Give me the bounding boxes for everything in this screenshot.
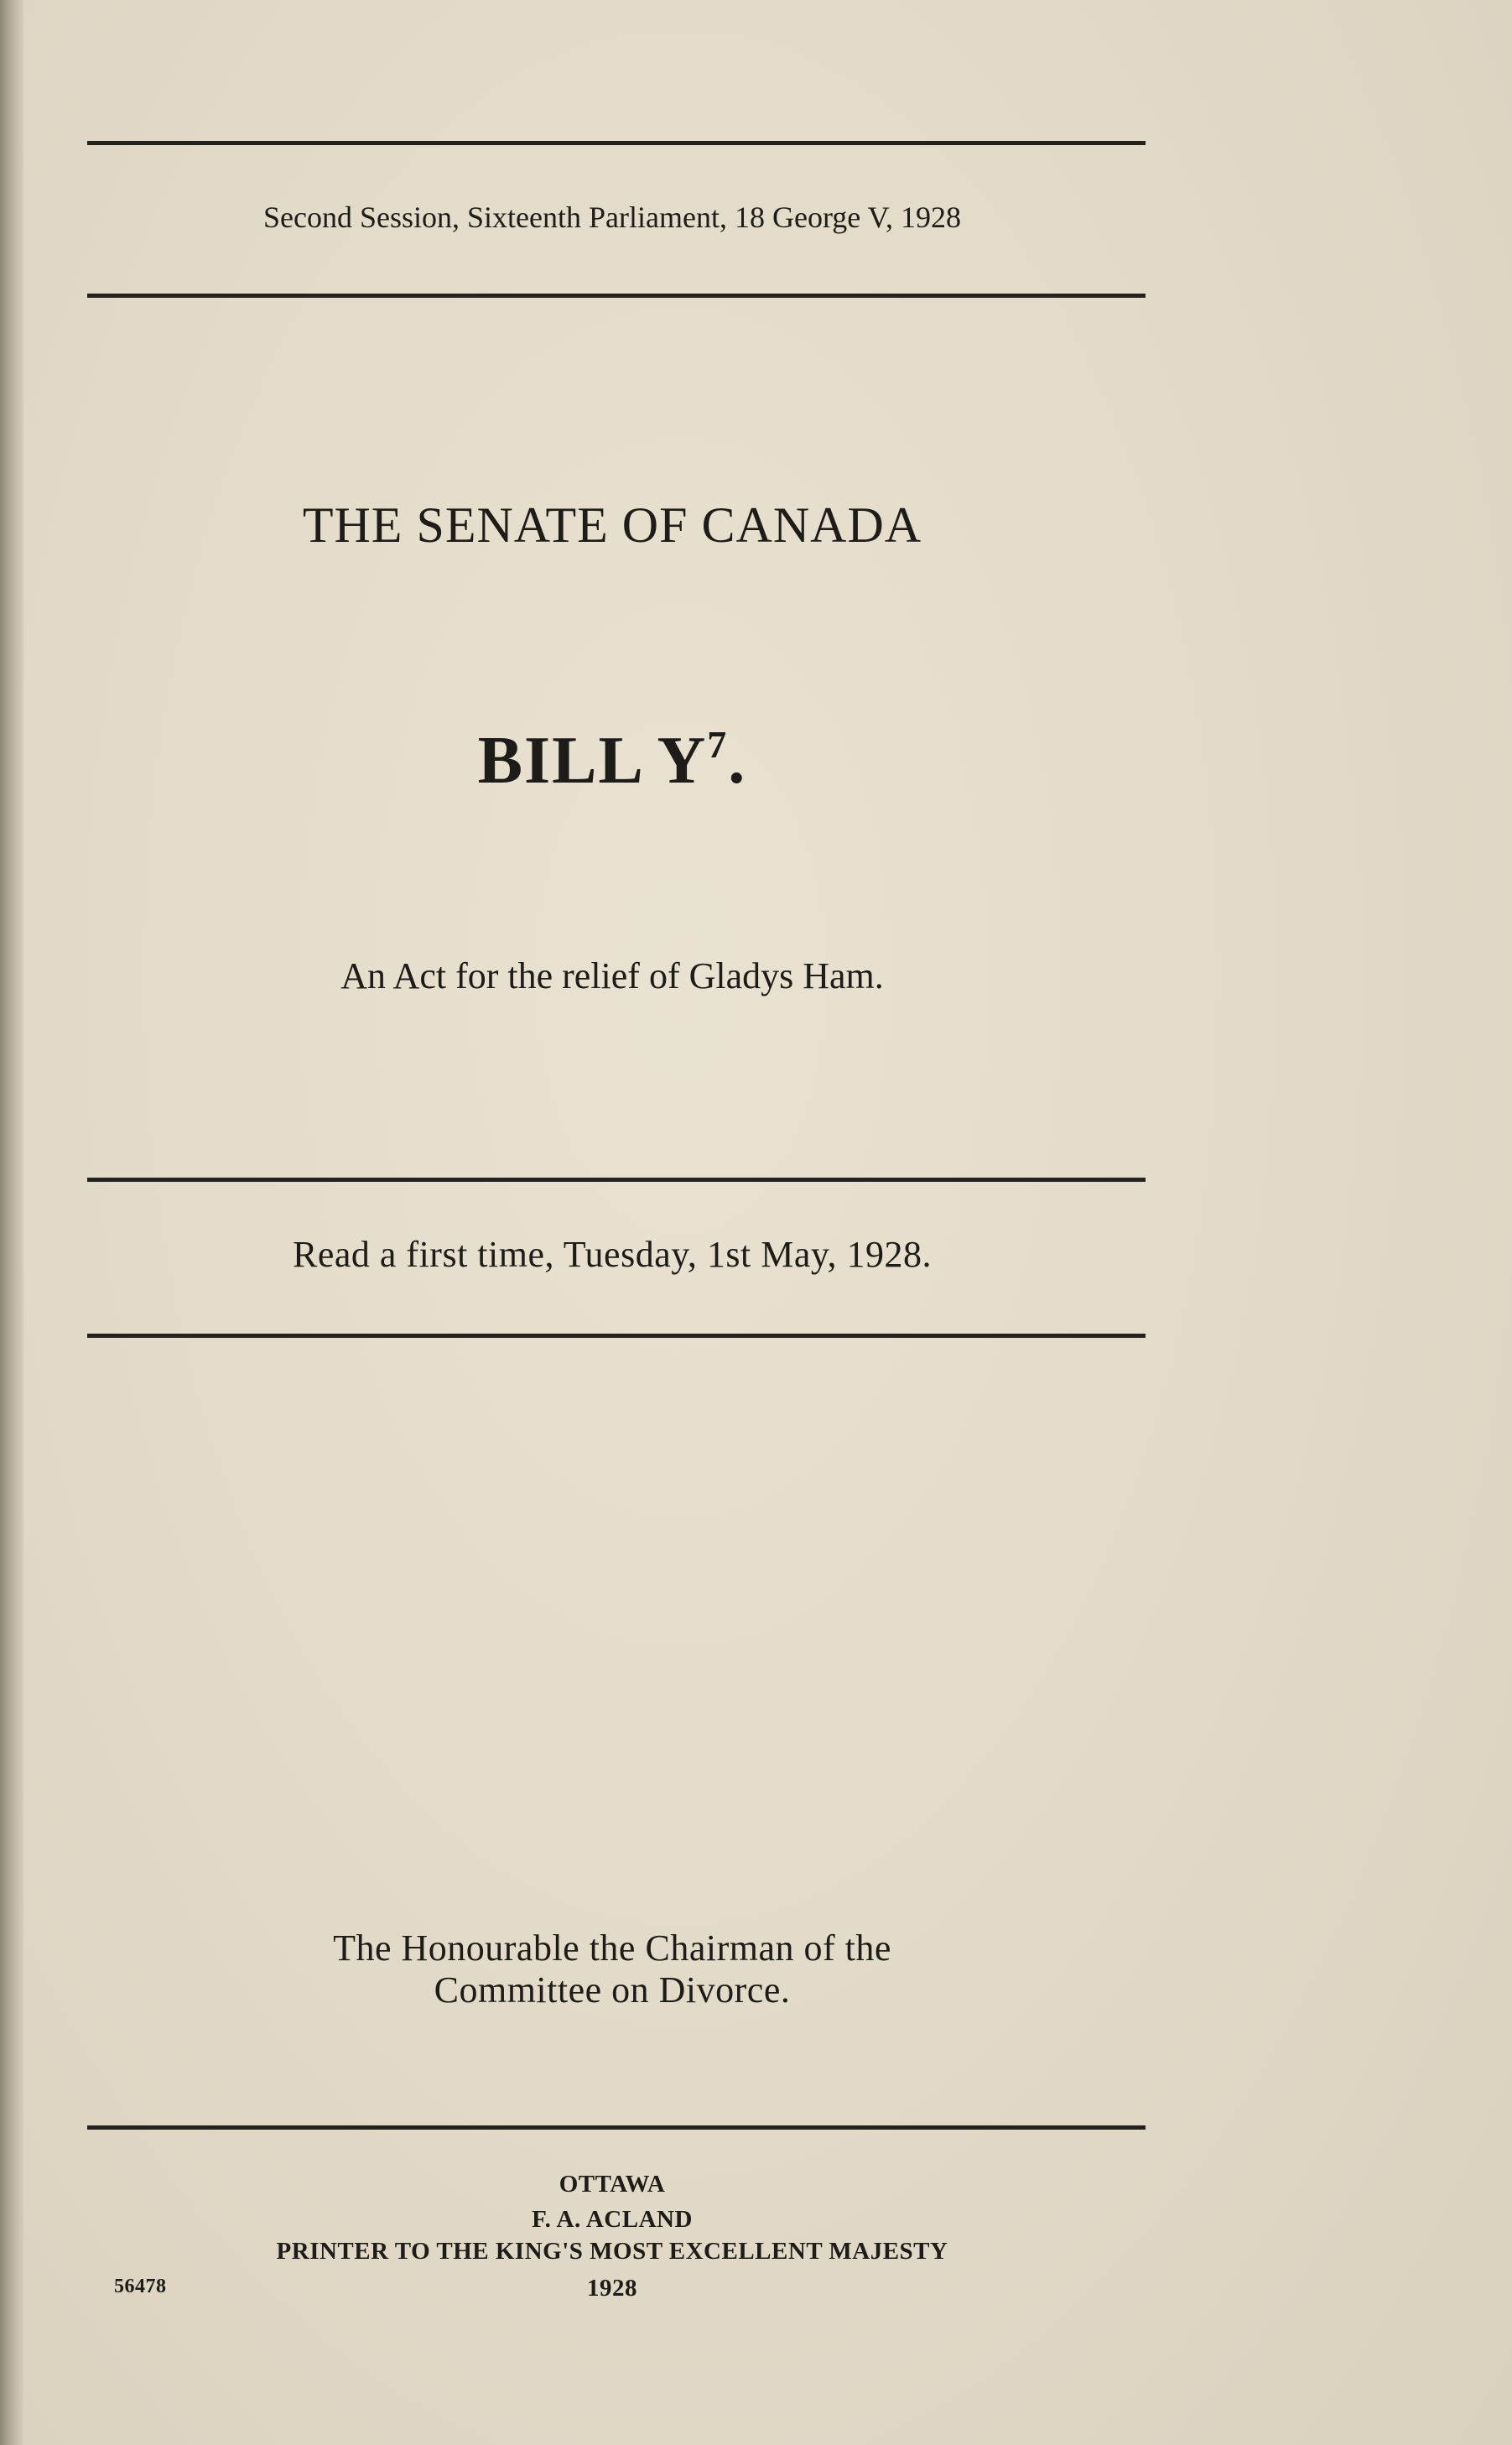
imprint-printer: F. A. ACLAND [532,2206,693,2233]
top-rule [87,141,1146,145]
imprint-printer-title: PRINTER TO THE KING'S MOST EXCELLENT MAJESTY [276,2238,948,2265]
sponsor-line-1: The Honourable the Chairman of the [333,1927,891,1969]
document-number: 56478 [114,2276,167,2297]
bill-title [0,723,1224,799]
bill-label: BILL Y [477,724,708,798]
act-title: An Act for the relief of Gladys Ham. [340,955,884,996]
binding-edge [0,0,23,2445]
chamber-title: THE SENATE OF CANADA [302,497,922,553]
reading-bottom-rule [87,1334,1146,1338]
reading-top-rule [87,1178,1146,1182]
imprint-rule [87,2125,1146,2130]
imprint-year: 1928 [587,2275,637,2302]
sponsor-line-2: Committee on Divorce. [434,1969,791,2011]
first-reading-note: Read a first time, Tuesday, 1st May, 1928. [292,1234,933,1275]
session-header: Second Session, Sixteenth Parliament, 18 George V, 1928 [263,200,961,234]
bill-superscript: 7 [707,723,729,766]
sponsor-block [0,1927,1224,2011]
bill-suffix: . [728,724,747,798]
header-rule [87,294,1146,298]
imprint-city: OTTAWA [559,2171,666,2198]
